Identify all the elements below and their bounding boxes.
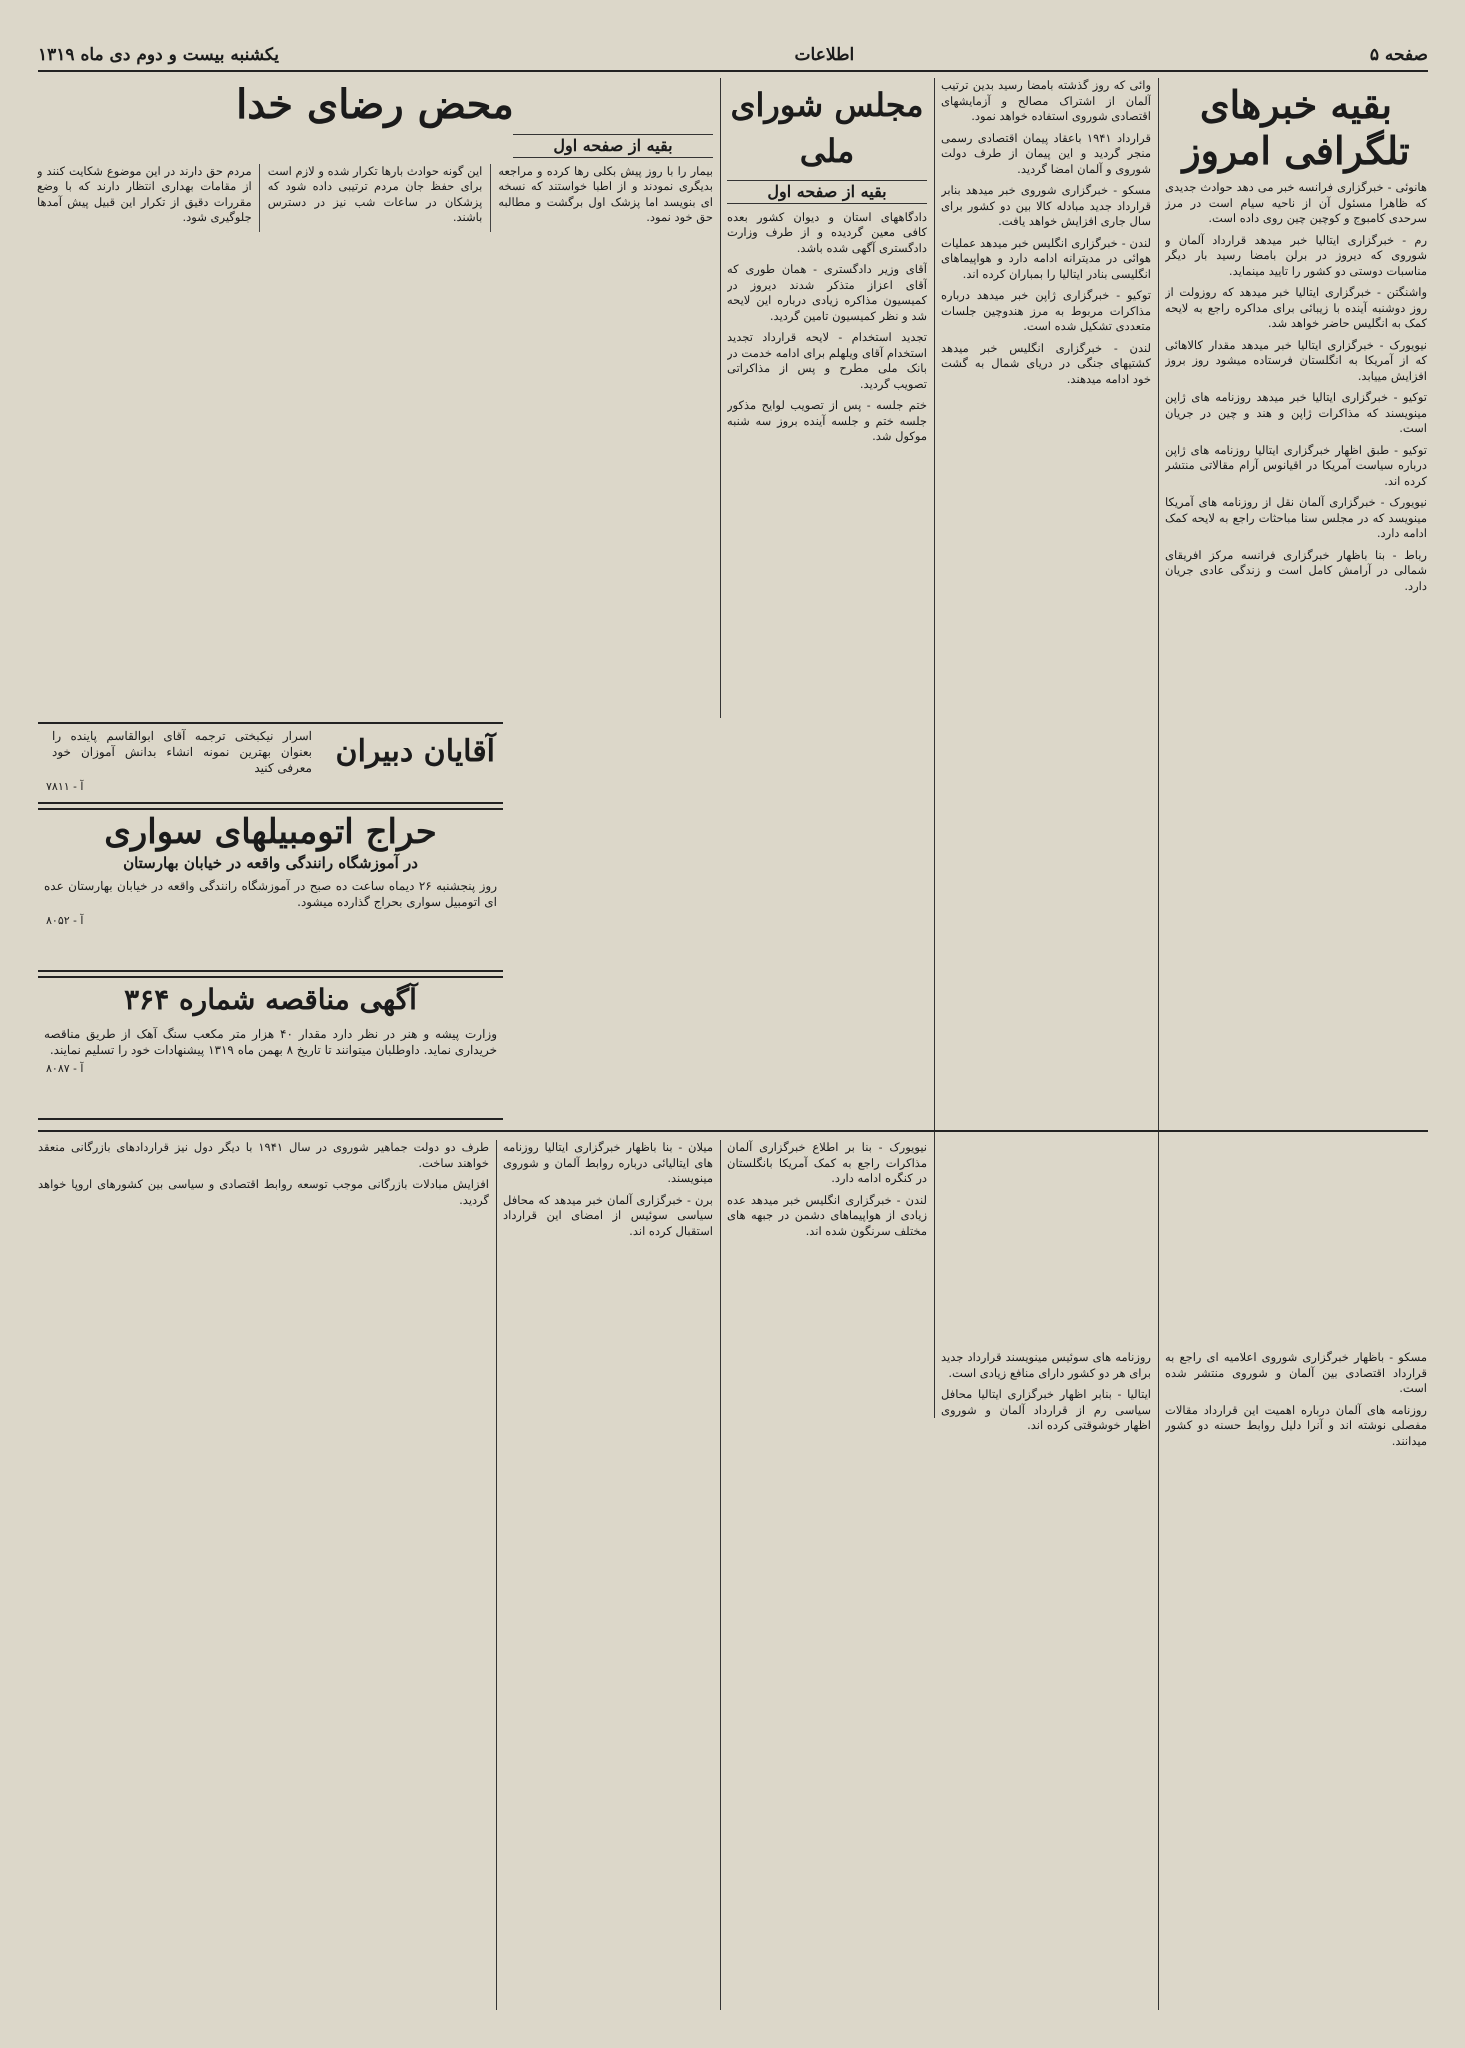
news-item: لندن - خبرگزاری انگلیس خبر میدهد کشتیهای جنگی در دریای شمال به گشت خود ادامه میدهند. xyxy=(941,340,1151,386)
news-item: نیویورک - خبرگزاری ایتالیا خبر میدهد مقدار کالاهائی که از آمریکا به انگلستان فرستاده میشود روز بروز افزایش مییابد. xyxy=(1165,337,1427,383)
news-item: میلان - بنا باظهار خبرگزاری ایتالیا روزنامه های ایتالیائی درباره روابط آلمان و شوروی مینویسند. xyxy=(503,1140,713,1185)
teachers-notice-code: آ - ۷۸۱۱ xyxy=(46,780,84,793)
news-item: واشنگتن - خبرگزاری ایتالیا خبر میدهد که روزولت از روز دوشنبه آینده با زیبائی برای مداکره راجع به لایحه کمک به انگلیس حاضر خواهد شد. xyxy=(1165,285,1427,330)
news-item: دادگاههای استان و دیوان کشور بعده کافی معین گردیده و از طرف وزارت دادگستری آگهی شده باشد. xyxy=(727,209,927,255)
majlis-headline: مجلس شورای ملی xyxy=(730,86,924,170)
editorial-subhead: بقیه از صفحه اول xyxy=(513,134,713,158)
editorial-headline: محض رضای خدا xyxy=(236,81,514,128)
page-number: صفحه ۵ xyxy=(1369,45,1428,65)
lower-column-1 xyxy=(1165,1350,1427,2010)
news-item: لندن - خبرگزاری انگلیس خبر میدهد عده زیادی از هواپیماهای دشمن در جبهه های مختلف سرنگون شده اند. xyxy=(727,1192,927,1238)
lower-column-5 xyxy=(38,1140,489,2010)
news-item: آقای وزیر دادگستری - همان طوری که آقای اعزاز متذکر شدند دیروز در کمیسیون مذاکره زیادی درباره این لایحه شد و نظر کمیسیون تامین گردید. xyxy=(727,262,927,323)
lower-column-2 xyxy=(941,1350,1151,2010)
news-item: قرارداد ۱۹۴۱ باعقاد پیمان اقتصادی رسمی منجر گردید و این پیمان از طرف دولت شوروی و آلمان امضا گردید. xyxy=(941,130,1151,176)
masthead xyxy=(38,40,1428,72)
news-item: نیویورک - خبرگزاری آلمان نقل از روزنامه های آمریکا مینویسد که در مجلس سنا مباحثات راجع به لایحه کمک ادامه دارد. xyxy=(1165,495,1427,540)
majlis-subhead: بقیه از صفحه اول xyxy=(727,180,927,204)
news-item: لندن - خبرگزاری انگلیس خبر میدهد عملیات هوائی در مدیترانه ادامه دارد و هواپیماهای انگلیسی بنادر ایتالیا را بمباران کرده اند. xyxy=(941,235,1151,281)
newspaper-title: اطلاعات xyxy=(794,45,855,65)
car-auction-notice xyxy=(38,808,503,972)
column-divider xyxy=(934,78,935,1418)
car-auction-code: آ - ۸۰۵۲ xyxy=(46,914,84,927)
tender-title: آگهی مناقصه شماره ۳۶۴ xyxy=(124,983,417,1016)
column-divider xyxy=(496,1140,497,2010)
teachers-notice-title: آقایان دبیران xyxy=(335,734,495,769)
issue-date: یکشنبه بیست و دوم دی ماه ۱۳۱۹ xyxy=(38,45,280,65)
editorial-paragraph: مردم حق دارند در این موضوع شکایت کنند و از مقامات بهداری انتظار دارند که با وضع مقررات دقیق از تکرار این قبیل پیش آمدها جلوگیری شود. xyxy=(37,163,252,224)
column-divider xyxy=(1158,78,1159,1418)
news-item: توکیو - خبرگزاری ژاپن خبر میدهد درباره مذاکرات مربوط به مرز هندوچین جلسات متعددی تشکیل شده است. xyxy=(941,288,1151,333)
news-item: نیویورک - بنا بر اطلاع خبرگزاری آلمان مذاکرات راجع به کمک آمریکا بانگلستان در کنگره ادامه دارد. xyxy=(727,1140,927,1185)
lower-column-3 xyxy=(727,1140,927,2010)
news-item: برن - خبرگزاری آلمان خبر میدهد که محافل سیاسی سوئیس از امضای این قرارداد استقبال کرده اند. xyxy=(503,1192,713,1238)
tender-text: وزارت پیشه و هنر در نظر دارد مقدار ۴۰ هزار متر مکعب سنگ آهک از طریق مناقصه خریداری نماید. داوطلبان میتوانند تا تاریخ ۸ بهمن ماه ۱۳۱۹ پیشنهادات خود را تسلیم نمایند. xyxy=(44,1027,497,1057)
lower-section-rule xyxy=(38,1130,1428,1132)
news-item: افزایش مبادلات بازرگانی موجب توسعه روابط اقتصادی و سیاسی بین کشورهای اروپا خواهد گردید. xyxy=(38,1177,489,1207)
news-column-2 xyxy=(941,78,1151,1418)
car-auction-title: حراج اتومبیلهای سواری xyxy=(104,812,437,852)
lower-column-4 xyxy=(503,1140,713,2010)
tender-code: آ - ۸۰۸۷ xyxy=(46,1062,84,1075)
editorial-text xyxy=(37,164,713,232)
column-divider xyxy=(720,1140,721,2010)
telegraph-news-column xyxy=(1165,78,1427,1418)
news-item: توکیو - خبرگزاری ایتالیا خبر میدهد روزنامه های ژاپن مینویسند که مذاکرات ژاپن و هند و چین در جریان است. xyxy=(1165,390,1427,435)
news-item: تجدید استخدام - لایحه قرارداد تجدید استخدام آقای ویلهلم برای ادامه خدمت در بانک ملی مطرح و پس از مذاکراتی تصویب گردید. xyxy=(727,330,927,391)
news-item: رباط - بنا باظهار خبرگزاری فرانسه مرکز افریقای شمالی در آرامش کامل است و زندگی عادی جریان دارد. xyxy=(1165,547,1427,593)
editorial-paragraph: بیمار را با روز پیش بکلی رها کرده و مراجعه بدیگری نمودند و از اطبا خواستند که نسخه ای بنویسد اما پزشک اول برگشت و مطالبه حق خود نمود. xyxy=(498,163,713,224)
majlis-column xyxy=(727,78,927,1138)
news-item: وائی که روز گذشته بامضا رسید بدین ترتیب آلمان از اشتراک مصالح و آزمایشهای اقتصادی شوروی استفاده خواهد نمود. xyxy=(941,78,1151,123)
column-divider xyxy=(720,78,721,718)
car-auction-text: روز پنجشنبه ۲۶ دیماه ساعت ده صبح در آموزشگاه رانندگی واقعه در خیابان بهارستان عده ای اتومبیل سواری بحراج گذارده میشود. xyxy=(44,879,497,909)
news-item: توکیو - طبق اظهار خبرگزاری ایتالیا روزنامه های ژاپن درباره سیاست آمریکا در اقیانوس آرام مقالاتی منتشر کرده اند. xyxy=(1165,442,1427,488)
news-item: مسکو - باظهار خبرگزاری شوروی اعلامیه ای راجع به قرارداد اقتصادی بین آلمان و شوروی منتشر شده است. xyxy=(1165,1350,1427,1395)
news-item: رم - خبرگزاری ایتالیا خبر میدهد قرارداد آلمان و شوروی که دیروز در برلن بامضا رسید بار دیگر مناسبات دوستی دو کشور را تایید مینماید. xyxy=(1165,232,1427,278)
tender-notice xyxy=(38,976,503,1120)
news-item: هانوئی - خبرگزاری فرانسه خبر می دهد حوادث جدیدی که ظاهرا مسئول آن از ناحیه سیام است در مرز سرحدی کامبوج و کوچین چین روی داده است. xyxy=(1165,180,1427,225)
news-item: ختم جلسه - پس از تصویب لوایح مذکور جلسه ختم و جلسه آینده بروز سه شنبه موکول شد. xyxy=(727,398,927,443)
news-item: طرف دو دولت جماهیر شوروی در سال ۱۹۴۱ با دیگر دول نیز قراردادهای بازرگانی منعقد خواهند ساخت. xyxy=(38,1140,489,1170)
teachers-notice xyxy=(38,722,503,804)
editorial-column xyxy=(37,78,713,688)
editorial-paragraph: این گونه حوادث بارها تکرار شده و لازم است برای حفظ جان مردم ترتیبی داده شود که پزشکان در ساعات شب نیز در دسترس باشند. xyxy=(267,163,483,224)
news-item: روزنامه های سوئیس مینویسند قرارداد جدید برای هر دو کشور دارای منافع زیادی است. xyxy=(941,1350,1151,1380)
news-item: ایتالیا - بنابر اظهار خبرگزاری ایتالیا محافل سیاسی رم از قرارداد آلمان و شوروی اظهار خوشوقتی کرده اند. xyxy=(941,1387,1151,1432)
telegraph-headline: بقیه خبرهای تلگرافی امروز xyxy=(1182,82,1410,173)
news-item: روزنامه های آلمان درباره اهمیت این قرارداد مقالات مفصلی نوشته اند و آنرا دلیل روابط حسنه دو کشور میدانند. xyxy=(1165,1402,1427,1448)
car-auction-subtitle: در آموزشگاه رانندگی واقعه در خیابان بهارستان xyxy=(123,854,418,872)
news-item: مسکو - خبرگزاری شوروی خبر میدهد بنابر قرارداد جدید مبادله کالا بین دو کشور برای سال جاری افزایش خواهد یافت. xyxy=(941,183,1151,228)
column-divider xyxy=(1158,1350,1159,2010)
teachers-notice-text: اسرار نیکبختی ترجمه آقای ابوالقاسم پاینده را بعنوان بهترین نمونه انشاء بدانش آموزان خود معرفی کنید xyxy=(52,729,312,775)
